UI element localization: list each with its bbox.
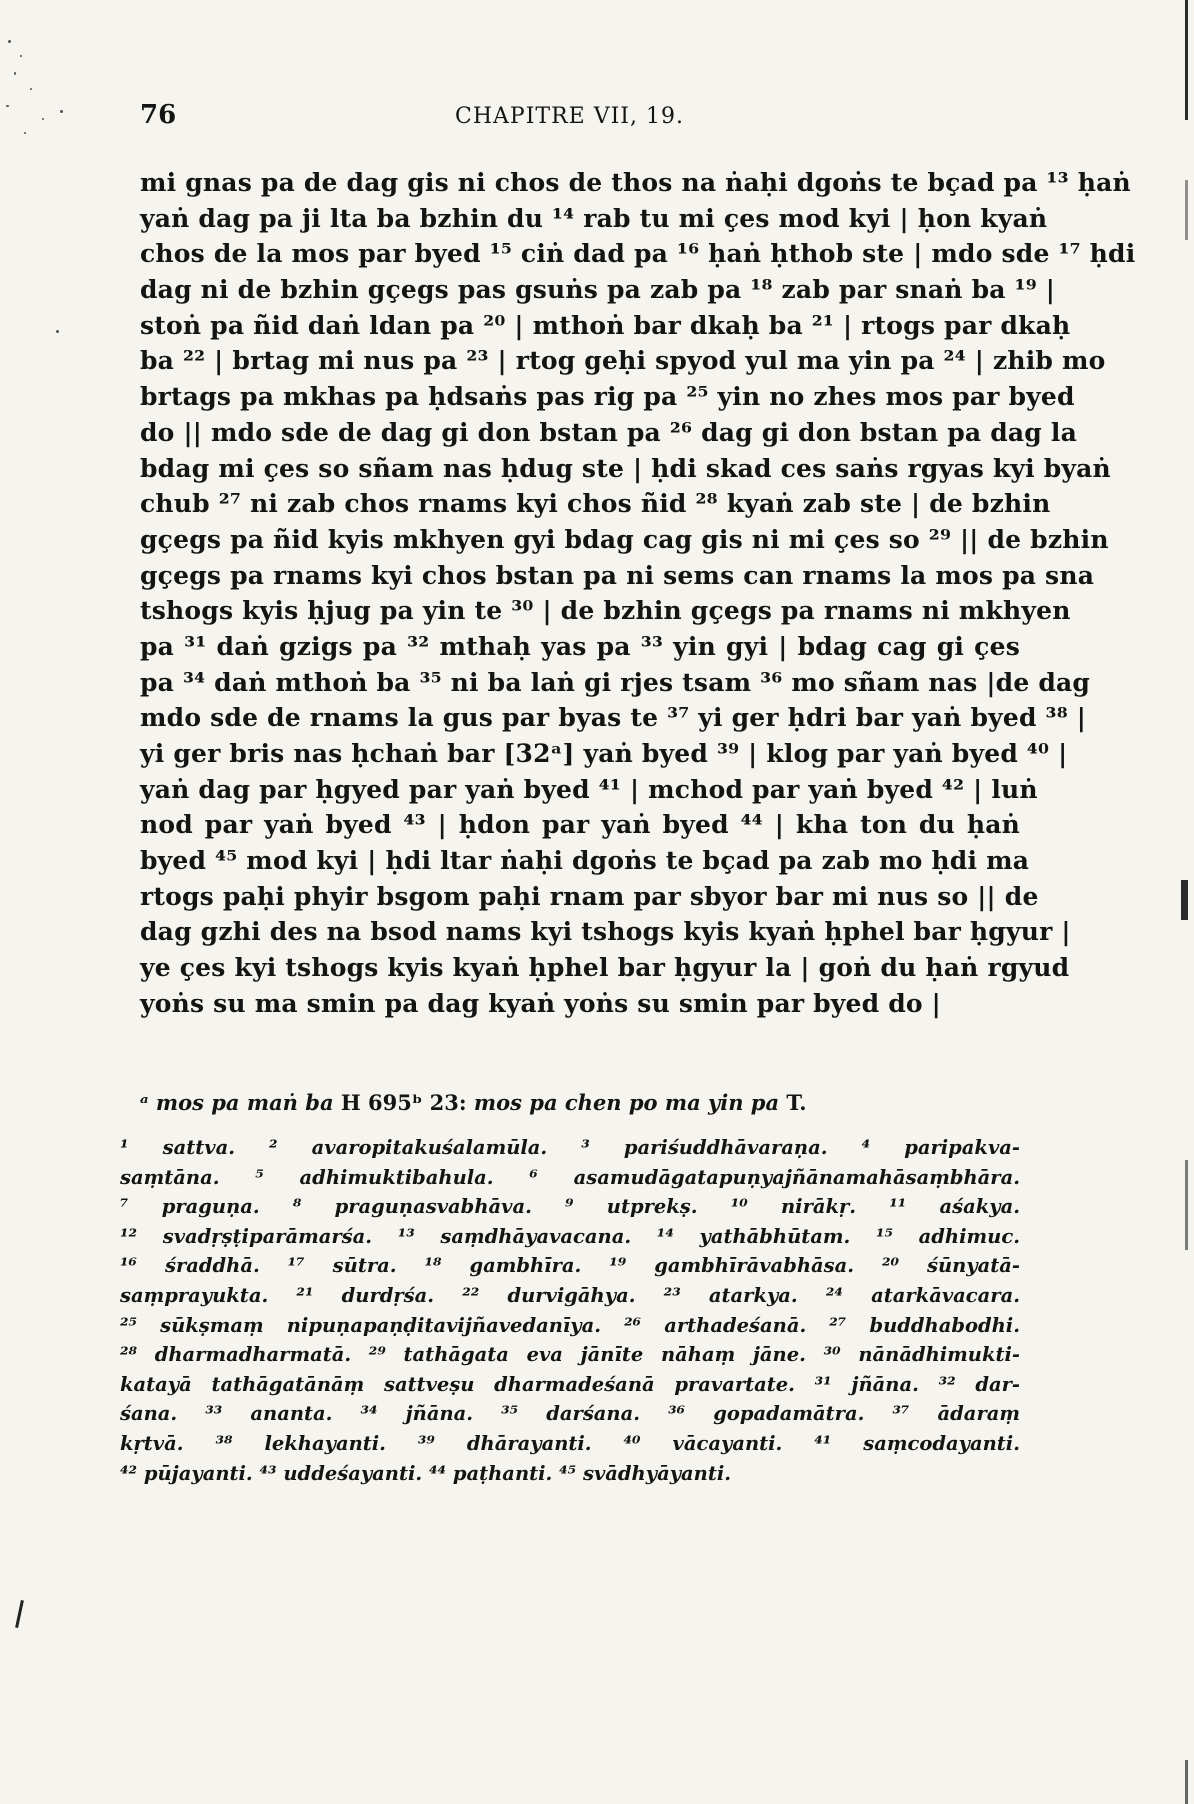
text-line: mi gnas pa de dag gis ni chos de thos na ṅaḥi dgoṅs te bçad pa ¹³ ḥaṅ <box>140 168 1131 197</box>
scan-speckle <box>6 105 9 107</box>
margin-tick-mark <box>15 1600 24 1628</box>
footnote-line: ²⁸ dharmadharmatā. ²⁹ tathāgata eva jānīte nāhaṃ jāne. ³⁰ nānādhimukti- <box>120 1343 1020 1367</box>
text-line: yaṅ dag par ḥgyed par yaṅ byed ⁴¹ | mchod par yaṅ byed ⁴² | luṅ <box>140 774 1038 804</box>
scan-speckle <box>14 72 16 75</box>
page-edge-mark <box>1185 180 1188 240</box>
footnote-line: ¹² svadṛṣṭiparāmarśa. ¹³ saṃdhāyavacana. ¹⁴ yathābhūtam. ¹⁵ adhimuc. <box>120 1224 1020 1248</box>
note-variant: mos pa chen po ma yin pa <box>466 1090 787 1115</box>
page-edge-mark <box>1185 0 1188 120</box>
text-line: tshogs kyis ḥjug pa yin te ³⁰ | de bzhin gçegs pa rnams ni mkhyen <box>140 596 1071 626</box>
footnote-line: kṛtvā. ³⁸ lekhayanti. ³⁹ dhārayanti. ⁴⁰ vācayanti. ⁴¹ saṃcodayanti. <box>120 1431 1020 1455</box>
page-number: 76 <box>140 100 177 130</box>
footnote-line: saṃprayukta. ²¹ durdṛśa. ²² durvigāhya. ²³ atarkya. ²⁴ atarkāvacara. <box>120 1283 1020 1307</box>
note-reading: mos pa maṅ ba <box>148 1090 341 1115</box>
scan-speckle <box>42 118 44 120</box>
sanskrit-footnotes <box>120 1133 1020 1488</box>
text-line: nod par yaṅ byed ⁴³ | ḥdon par yaṅ byed ⁴⁴ | kha ton du ḥaṅ <box>140 810 1020 840</box>
scan-speckle <box>56 330 59 333</box>
scan-speckle <box>60 110 63 113</box>
footnote-line: saṃtāna. ⁵ adhimuktibahula. ⁶ asamudāgatapuṇyajñānamahāsaṃbhāra. <box>120 1165 1020 1189</box>
footnote-line: śana. ³³ ananta. ³⁴ jñāna. ³⁵ darśana. ³⁶ gopadamātra. ³⁷ ādaraṃ <box>120 1402 1020 1426</box>
text-line: chos de la mos par byed ¹⁵ ciṅ dad pa ¹⁶ ḥaṅ ḥthob ste | mdo sde ¹⁷ ḥdi <box>140 239 1136 269</box>
page-edge-mark <box>1181 880 1188 920</box>
text-line: gçegs pa rnams kyi chos bstan pa ni sems can rnams la mos pa sna <box>140 560 1095 590</box>
page-header <box>140 100 1020 140</box>
scan-speckle <box>20 55 22 57</box>
text-line: stoṅ pa ñid daṅ ldan pa ²⁰ | mthoṅ bar dkaḥ ba ²¹ | rtogs par dkaḥ <box>140 310 1071 340</box>
text-line: yoṅs su ma smin pa dag kyaṅ yoṅs su smin par byed do | <box>140 988 941 1018</box>
note-source: T. <box>786 1090 807 1115</box>
page-edge-mark <box>1185 1160 1188 1250</box>
scan-speckle <box>30 88 32 90</box>
footnote-line: ¹⁶ śraddhā. ¹⁷ sūtra. ¹⁸ gambhīra. ¹⁹ gambhīrāvabhāsa. ²⁰ śūnyatā- <box>120 1254 1020 1278</box>
textual-note <box>140 1090 1020 1115</box>
scan-speckle <box>8 40 11 43</box>
running-head: CHAPITRE VII, 19. <box>455 104 684 129</box>
text-line: dag gzhi des na bsod nams kyi tshogs kyis kyaṅ ḥphel bar ḥgyur | <box>140 917 1071 947</box>
text-line: pa ³¹ daṅ gzigs pa ³² mthaḥ yas pa ³³ yin gyi | bdag cag gi çes <box>140 631 1020 661</box>
footnote-line: ¹ sattva. ² avaropitakuśalamūla. ³ pariśuddhāvaraṇa. ⁴ paripakva- <box>120 1136 1020 1159</box>
text-line: yi ger bris nas ḥchaṅ bar [32ᵃ] yaṅ byed ³⁹ | klog par yaṅ byed ⁴⁰ | <box>140 739 1068 768</box>
text-line: gçegs pa ñid kyis mkhyen gyi bdag cag gis ni mi çes so ²⁹ || de bzhin <box>140 524 1109 554</box>
page-edge-mark <box>1185 1760 1188 1804</box>
text-line: chub ²⁷ ni zab chos rnams kyi chos ñid ²⁸ kyaṅ zab ste | de bzhin <box>140 489 1051 519</box>
note-marker: ᵃ <box>140 1090 149 1115</box>
text-line: pa ³⁴ daṅ mthoṅ ba ³⁵ ni ba laṅ gi rjes tsam ³⁶ mo sñam nas |de dag <box>140 667 1091 697</box>
main-text-block <box>140 165 1136 1022</box>
text-line: yaṅ dag pa ji lta ba bzhin du ¹⁴ rab tu mi çes mod kyi | ḥon kyaṅ <box>140 203 1048 233</box>
text-line: byed ⁴⁵ mod kyi | ḥdi ltar ṅaḥi dgoṅs te bçad pa zab mo ḥdi ma <box>140 846 1030 876</box>
text-line: rtogs paḥi phyir bsgom paḥi rnam par sbyor bar mi nus so || de <box>140 881 1039 911</box>
text-line: ye çes kyi tshogs kyis kyaṅ ḥphel bar ḥgyur la | goṅ du ḥaṅ rgyud <box>140 953 1070 983</box>
text-line: dag ni de bzhin gçegs pas gsuṅs pa zab pa ¹⁸ zab par snaṅ ba ¹⁹ | <box>140 275 1056 305</box>
text-line: mdo sde de rnams la gus par byas te ³⁷ yi ger ḥdri bar yaṅ byed ³⁸ | <box>140 703 1087 733</box>
note-reference: H 695ᵇ 23: <box>340 1090 467 1115</box>
footnote-line: katayā tathāgatānāṃ sattveṣu dharmadeśanā pravartate. ³¹ jñāna. ³² dar- <box>120 1372 1020 1396</box>
text-line: bdag mi çes so sñam nas ḥdug ste | ḥdi skad ces saṅs rgyas kyi byaṅ <box>140 453 1111 483</box>
footnote-line: ⁴² pūjayanti. ⁴³ uddeśayanti. ⁴⁴ paṭhanti. ⁴⁵ svādhyāyanti. <box>120 1461 732 1485</box>
text-line: do || mdo sde de dag gi don bstan pa ²⁶ dag gi don bstan pa dag la <box>140 417 1077 447</box>
footnote-line: ⁷ praguṇa. ⁸ praguṇasvabhāva. ⁹ utprekṣ. ¹⁰ nirākṛ. ¹¹ aśakya. <box>120 1195 1020 1219</box>
scan-speckle <box>24 132 26 134</box>
text-line: brtags pa mkhas pa ḥdsaṅs pas rig pa ²⁵ yin no zhes mos par byed <box>140 382 1075 412</box>
text-line: ba ²² | brtag mi nus pa ²³ | rtog geḥi spyod yul ma yin pa ²⁴ | zhib mo <box>140 346 1106 376</box>
footnote-line: ²⁵ sūkṣmaṃ nipuṇapaṇḍitavijñavedanīya. ²⁶ arthadeśanā. ²⁷ buddhabodhi. <box>120 1313 1020 1337</box>
